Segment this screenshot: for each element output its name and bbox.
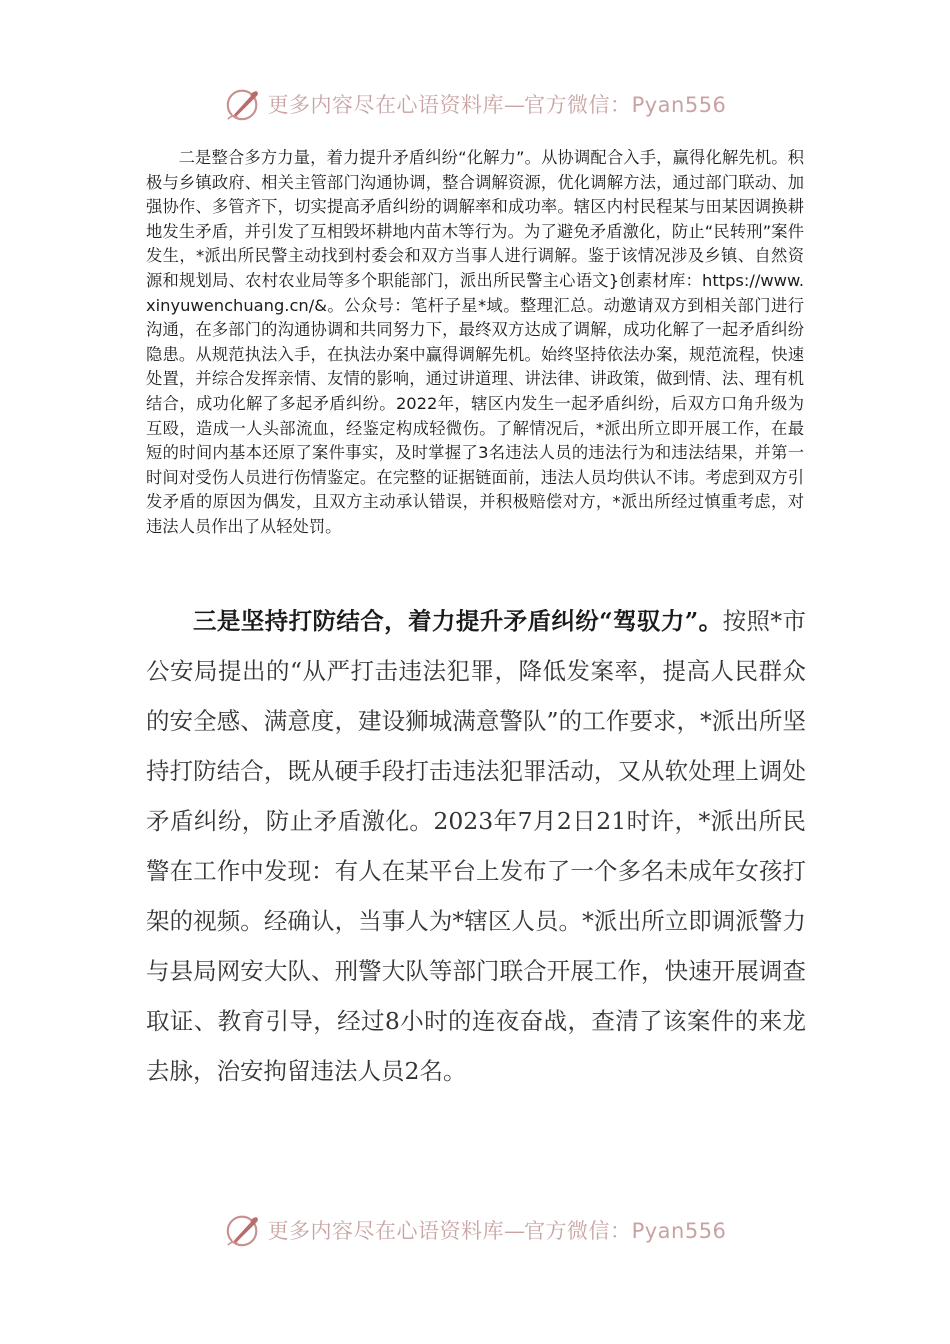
watermark-main: 更多内容尽在心语资料库 bbox=[267, 93, 505, 117]
watermark-wechat-id: Pyan556 bbox=[631, 1219, 727, 1243]
paragraph-lead-heading: 三是坚持打防结合，着力提升矛盾纠纷“驾驭力”。 bbox=[193, 607, 723, 635]
paragraph-crime-prevention bbox=[146, 596, 806, 1096]
paragraph-mediation: 二是整合多方力量，着力提升矛盾纠纷“化解力”。从协调配合入手，赢得化解先机。积极与乡镇政府、相关主管部门沟通协调，整合调解资源，优化调解方法，通过部门联动、加强协作、多管齐下，切实提高矛盾纠纷的调解率和成功率。辖区内村民程某与田某因调换耕地发生矛盾，并引发了互相毁坏耕地内苗木等行为。为了避免矛盾激化，防止“民转刑”案件发生，*派出所民警主动找到村委会和双方当事人进行调解。鉴于该情况涉及乡镇、自然资源和规划局、农村农业局等多个职能部门，派出所民警主心语文}创素材库：https://www.xinyuwenchuang.cn/&。公众号：笔杆子星*域。整理汇总。动邀请双方到相关部门进行沟通，在多部门的沟通协调和共同努力下，最终双方达成了调解，成功化解了一起矛盾纠纷隐患。从规范执法入手，在执法办案中赢得调解先机。始终坚持依法办案，规范流程，快速处置，并综合发挥亲情、友情的影响，通过讲道理、讲法律、讲政策，做到情、法、理有机结合，成功化解了多起矛盾纠纷。2022年，辖区内发生一起矛盾纠纷，后双方口角升级为互殴，造成一人头部流血，经鉴定构成轻微伤。了解情况后，*派出所立即开展工作，在最短的时间内基本还原了案件事实，及时掌握了3名违法人员的违法行为和违法结果，并第一时间对受伤人员进行伤情鉴定。在完整的证据链面前，违法人员均供认不讳。考虑到双方引发矛盾的原因为偶发，且双方主动承认错误，并积极赔偿对方，*派出所经过慎重考虑，对违法人员作出了从轻处罚。 bbox=[146, 148, 804, 536]
watermark-official: 官方微信： bbox=[524, 93, 632, 117]
watermark-wechat-id: Pyan556 bbox=[631, 93, 727, 117]
paragraph-body-text: 按照*市公安局提出的“从严打击违法犯罪，降低发案率，提高人民群众的安全感、满意度，建设狮城满意警队”的工作要求，*派出所坚持打防结合，既从硬手段打击违法犯罪活动，又从软处理上调处矛盾纠纷，防止矛盾激化。2023年7月2日21时许，*派出所民警在工作中发现：有人在某平台上发布了一个多名未成年女孩打架的视频。经确认，当事人为*辖区人员。*派出所立即调派警力与县局网安大队、刑警大队等部门联合开展工作，快速开展调查取证、教育引导，经过8小时的连夜奋战，查清了该案件的来龙去脉，治安拘留违法人员2名。 bbox=[146, 607, 806, 1085]
header-watermark-banner bbox=[0, 82, 950, 126]
watermark-main: 更多内容尽在心语资料库 bbox=[267, 1219, 505, 1243]
quill-pen-circle-icon bbox=[224, 1211, 262, 1249]
watermark-text bbox=[268, 1215, 727, 1245]
watermark-text bbox=[268, 89, 727, 119]
footer-watermark-banner bbox=[0, 1208, 950, 1252]
quill-pen-circle-icon bbox=[224, 85, 262, 123]
watermark-official: 官方微信： bbox=[524, 1219, 632, 1243]
watermark-separator: — bbox=[504, 93, 525, 117]
watermark-separator: — bbox=[504, 1219, 525, 1243]
